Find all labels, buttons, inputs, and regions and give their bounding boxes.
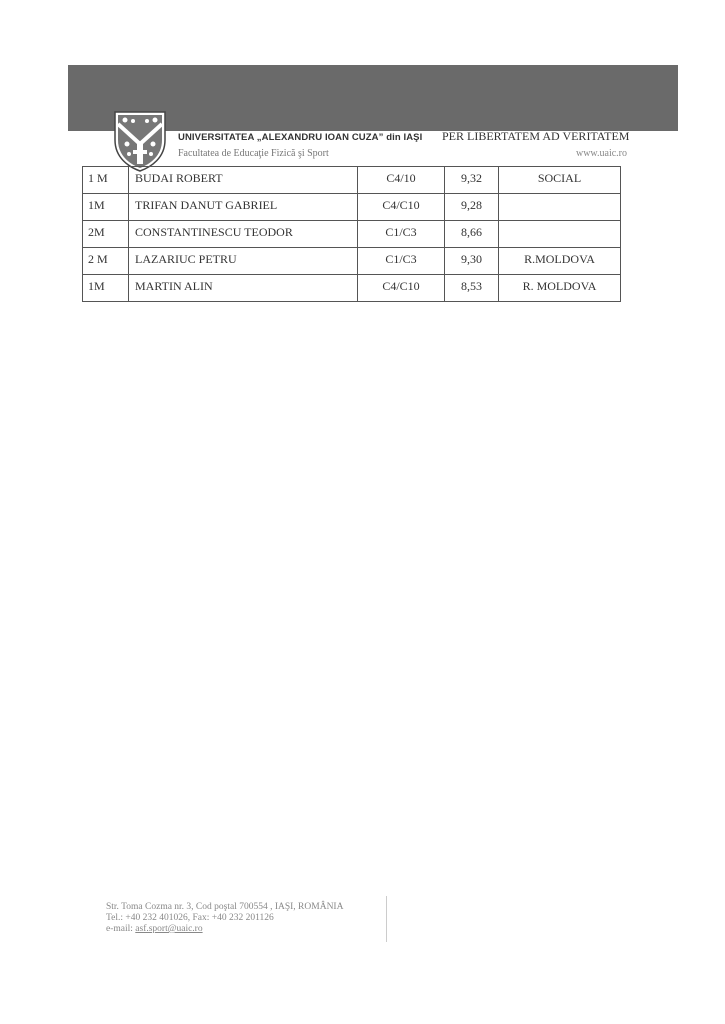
table-row (83, 248, 621, 275)
category-cell (499, 221, 621, 248)
footer-email-line (106, 924, 343, 935)
faculty-name: Facultatea de Educaţie Fizică şi Sport (178, 148, 329, 159)
university-crest-icon (113, 110, 167, 172)
grade-cell: 8,66 (445, 221, 499, 248)
student-name-cell: TRIFAN DANUT GABRIEL (129, 194, 358, 221)
year-cell: 1M (83, 275, 129, 302)
year-cell: 2M (83, 221, 129, 248)
university-motto: PER LIBERTATEM AD VERITATEM (442, 129, 630, 143)
grade-cell: 9,30 (445, 248, 499, 275)
year-cell: 1 M (83, 167, 129, 194)
code-cell: C4/10 (358, 167, 445, 194)
student-name-cell: LAZARIUC PETRU (129, 248, 358, 275)
category-cell: R. MOLDOVA (499, 275, 621, 302)
footer-email-link[interactable]: asf.sport@uaic.ro (135, 924, 203, 934)
website-link[interactable]: www.uaic.ro (575, 148, 627, 159)
university-name: UNIVERSITATEA „ALEXANDRU IOAN CUZA” din IAŞI (178, 132, 423, 143)
category-cell (499, 194, 621, 221)
table-row (83, 194, 621, 221)
student-name-cell: MARTIN ALIN (129, 275, 358, 302)
year-cell: 2 M (83, 248, 129, 275)
category-cell: R.MOLDOVA (499, 248, 621, 275)
footer-address: Str. Toma Cozma nr. 3, Cod poştal 700554 , IAŞI, ROMÂNIA (106, 902, 344, 912)
code-cell: C1/C3 (358, 248, 445, 275)
footer-divider (386, 896, 387, 942)
code-cell: C1/C3 (358, 221, 445, 248)
grade-cell: 9,32 (445, 167, 499, 194)
category-cell: SOCIAL (499, 167, 621, 194)
results-table (82, 166, 621, 302)
student-name-cell: BUDAI ROBERT (129, 167, 358, 194)
student-name-cell: CONSTANTINESCU TEODOR (129, 221, 358, 248)
footer-contact (106, 902, 343, 935)
code-cell: C4/C10 (358, 194, 445, 221)
code-cell: C4/C10 (358, 275, 445, 302)
table-row (83, 221, 621, 248)
grade-cell: 8,53 (445, 275, 499, 302)
grade-cell: 9,28 (445, 194, 499, 221)
table-row (83, 275, 621, 302)
footer-phone: Tel.: +40 232 401026, Fax: +40 232 201126 (106, 913, 274, 923)
table-row (83, 167, 621, 194)
year-cell: 1M (83, 194, 129, 221)
footer-email-label: e-mail: (106, 924, 136, 934)
